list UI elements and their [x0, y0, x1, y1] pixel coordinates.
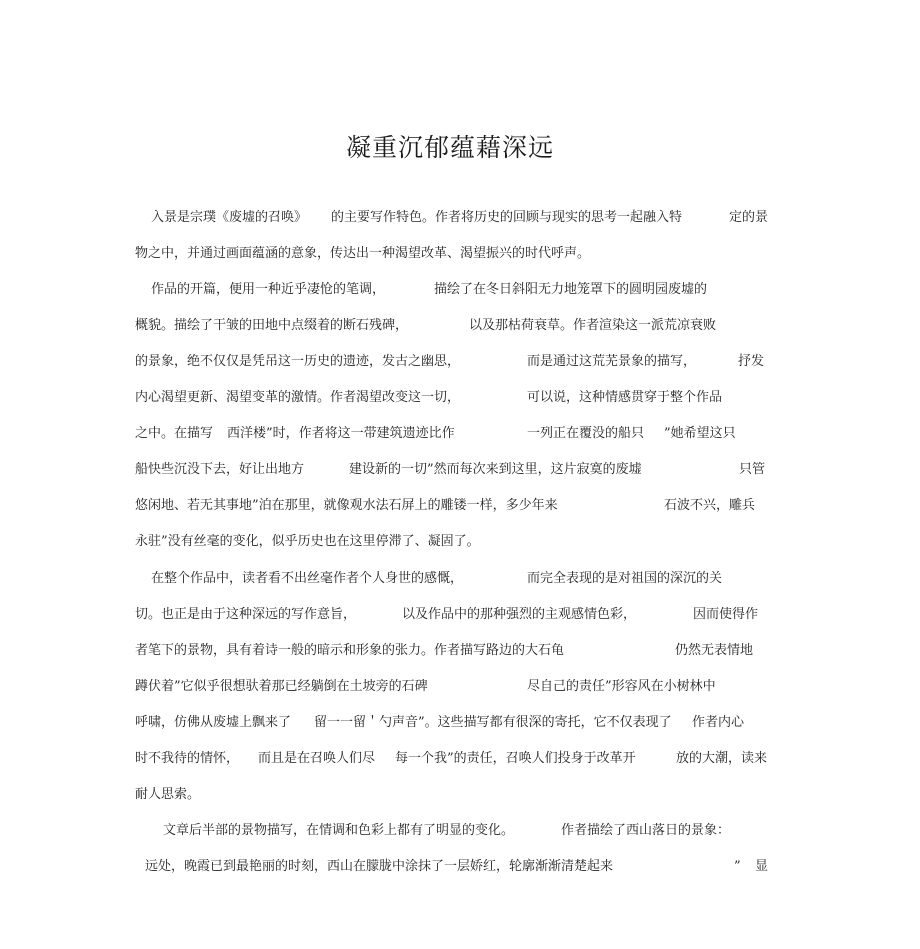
text-segment: 内心渴望更新、渴望变革的激情。作者渴望改变这一切， — [135, 390, 461, 405]
text-segment: 而且是在召唤人们尽 — [258, 751, 376, 766]
text-segment: 只管 — [739, 462, 766, 477]
text-segment: 物之中，并通过画面蕴涵的意象，传达出一种渴望改革、渴望振兴的时代呼声。 — [135, 246, 591, 261]
text-segment: 放的大潮，读来 — [676, 751, 768, 766]
text-segment: 永驻”没有丝毫的变化，似乎历史也在这里停滞了、凝固了。 — [135, 534, 480, 549]
text-segment: ”她希望这只 — [664, 426, 736, 441]
text-segment: 因而使得作 — [693, 607, 759, 622]
text-segment: 呼啸，仿佛从废墟上飘来了 — [135, 715, 292, 730]
text-segment: 作者描绘了西山落日的景象： — [561, 823, 731, 838]
text-segment: 之中。在描写 — [135, 426, 214, 441]
text-segment: ” — [734, 859, 741, 874]
text-segment: 入景是宗璞《废墟的召唤》 — [151, 210, 308, 225]
text-segment: 建设新的一切”然而每次来到这里，这片寂寞的废墟 — [349, 462, 642, 477]
text-segment: 的主要写作特色。作者将历史的回顾与现实的思考一起融入特 — [331, 210, 683, 225]
text-segment: 可以说，这种情感贯穿于整个作品 — [527, 390, 723, 405]
text-segment: 每一个我”的责任，召唤人们投身于改革开 — [395, 751, 636, 766]
text-segment: 的景象，绝不仅仅是凭吊这一历史的遗迹，发古之幽思， — [135, 354, 461, 369]
text-segment: 作者内心 — [692, 715, 745, 730]
text-segment: 蹲伏着”它似乎很想驮着那已经躺倒在土坡旁的石碑 — [135, 679, 428, 694]
text-segment: 船快些沉没下去，好让出地方 — [135, 462, 305, 477]
text-segment: 西洋楼”时，作者将这一带建筑遗迹比作 — [227, 426, 455, 441]
text-segment: 石波不兴，雕兵 — [664, 498, 756, 513]
text-segment: 抒发 — [738, 354, 765, 369]
text-segment: 以及作品中的那种强烈的主观感情色彩， — [402, 607, 637, 622]
text-segment: 作品的开篇，便用一种近乎凄怆的笔调， — [151, 282, 386, 297]
page-title: 凝重沉郁蕴藉深远 — [345, 133, 554, 162]
text-segment: 定的景 — [729, 210, 769, 225]
text-segment: 留一一留＇勺声音”。这些描写都有很深的寄托，它不仅表现了 — [314, 715, 672, 730]
text-segment: 显 — [755, 859, 769, 874]
text-segment: 远处，晚霞已到最艳丽的时刻，西山在朦胧中涂抹了一层娇红，轮廓渐渐清楚起来 — [145, 859, 614, 874]
text-segment: 而是通过这荒芜景象的描写， — [527, 354, 697, 369]
text-segment: 在整个作品中，读者看不出丝毫作者个人身世的感慨， — [151, 571, 464, 586]
text-segment: 悠闲地、若无其事地”泊在那里，就像观水法石屏上的雕镂一样，多少年来 — [135, 498, 558, 513]
text-segment: 者笔下的景物，具有着诗一般的暗示和形象的张力。作者描写路边的大石龟 — [135, 643, 565, 658]
text-segment: 时不我待的情怀， — [135, 751, 240, 766]
text-segment: 概貌。描绘了干皱的田地中点缀着的断石残碑， — [135, 318, 409, 333]
text-segment: 一列正在覆没的船只 — [527, 426, 645, 441]
text-segment: 描绘了在冬日斜阳无力地笼罩下的圆明园废墟的 — [434, 282, 708, 297]
text-segment: 仍然无表情地 — [675, 643, 754, 658]
text-segment: 尽自己的责任”形容风在小树林中 — [527, 679, 716, 694]
text-segment: 而完全表现的是对祖国的深沉的关 — [527, 571, 723, 586]
text-segment: 文章后半部的景物描写，在情调和色彩上都有了明显的变化。 — [163, 823, 515, 838]
text-segment: 耐人思索。 — [135, 787, 201, 802]
text-segment: 切。也正是由于这种深远的写作意旨， — [135, 607, 357, 622]
text-segment: 以及那枯荷衰草。作者渲染这一派荒凉衰败 — [469, 318, 717, 333]
